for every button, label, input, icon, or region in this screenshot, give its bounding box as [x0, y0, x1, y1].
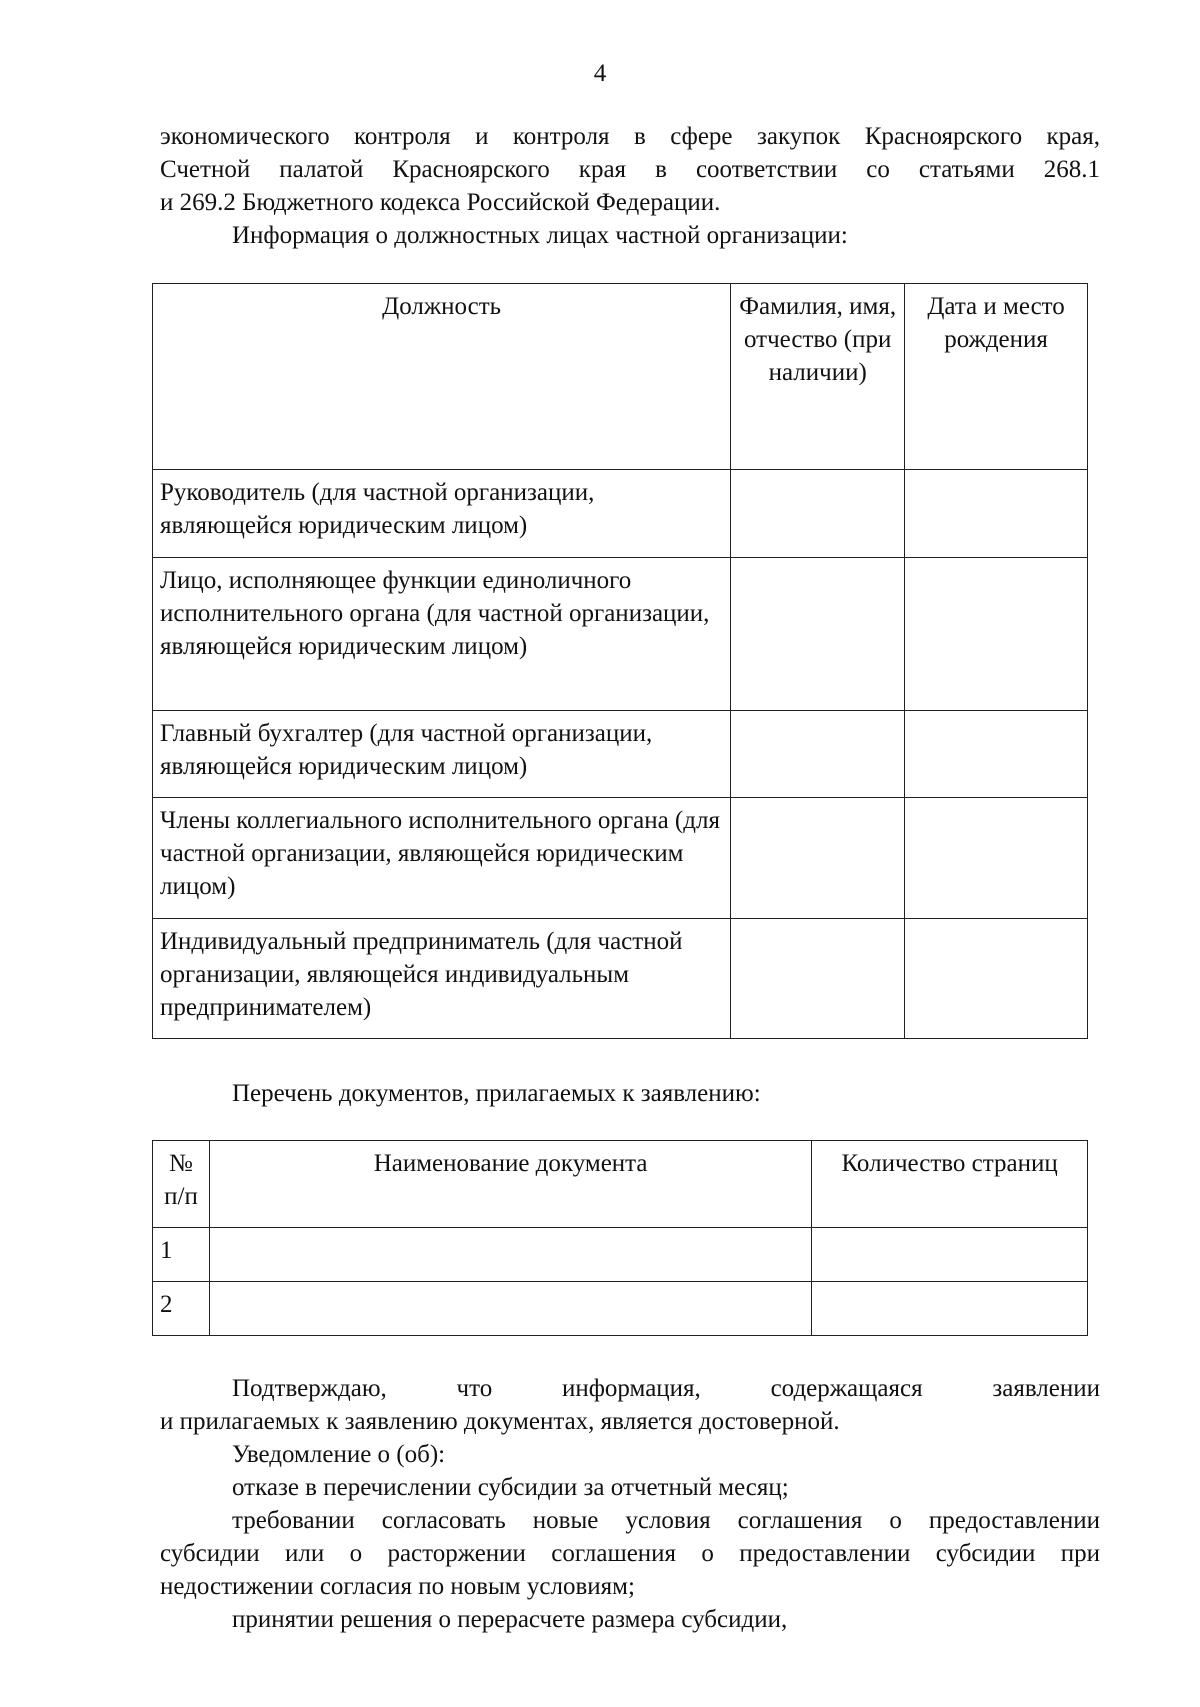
table-header-row — [153, 1141, 1088, 1228]
birth-cell[interactable] — [905, 558, 1088, 711]
position-cell: Главный бухгалтер (для частной организации, являющейся юридическим лицом) — [153, 711, 731, 798]
table-row — [153, 1228, 1088, 1282]
table-row — [153, 470, 1088, 558]
notice-item: принятии решения о перерасчете размера субсидии, — [232, 1606, 788, 1633]
intro-line: экономического контроля и контроля в сфере закупок Красноярского края, — [160, 123, 1100, 150]
table-row — [153, 711, 1088, 798]
notice-block — [160, 1438, 1100, 1636]
intro-paragraph — [160, 120, 1100, 219]
notice-item: требовании согласовать новые условия соглашения о предоставлении — [232, 1507, 1100, 1534]
document-name-cell[interactable] — [209, 1282, 811, 1336]
header-number: № п/п — [153, 1141, 210, 1228]
docs-heading: Перечень документов, прилагаемых к заявлению: — [232, 1080, 761, 1107]
row-number-cell: 2 — [153, 1282, 210, 1336]
intro-line: Счетной палатой Красноярского края в соответствии со статьями 268.1 — [160, 156, 1100, 183]
confirmation-paragraph — [160, 1372, 1100, 1438]
officials-heading-block — [160, 219, 1100, 252]
header-position: Должность — [153, 284, 731, 470]
table-row — [153, 798, 1088, 919]
position-cell: Руководитель (для частной организации, являющейся юридическим лицом) — [153, 470, 731, 558]
page-count-cell[interactable] — [812, 1282, 1088, 1336]
row-number-cell: 1 — [153, 1228, 210, 1282]
officials-heading: Информация о должностных лицах частной организации: — [232, 222, 848, 249]
header-document-name: Наименование документа — [209, 1141, 811, 1228]
document-name-cell[interactable] — [209, 1228, 811, 1282]
page-count-cell[interactable] — [812, 1228, 1088, 1282]
birth-cell[interactable] — [905, 798, 1088, 919]
table-row — [153, 1282, 1088, 1336]
intro-line: и 269.2 Бюджетного кодекса Российской Федерации. — [160, 189, 721, 216]
full-name-cell[interactable] — [731, 711, 905, 798]
header-full-name: Фамилия, имя, отчество (при наличии) — [731, 284, 905, 470]
confirm-line: и прилагаемых к заявлению документах, является достоверной. — [160, 1408, 840, 1435]
table-row — [153, 919, 1088, 1039]
header-birth-date-place: Дата и место рождения — [905, 284, 1088, 470]
table-row — [153, 558, 1088, 711]
birth-cell[interactable] — [905, 711, 1088, 798]
position-cell: Индивидуальный предприниматель (для частной организации, являющейся индивидуальным предпринимателем) — [153, 919, 731, 1039]
full-name-cell[interactable] — [731, 919, 905, 1039]
birth-cell[interactable] — [905, 470, 1088, 558]
documents-table — [152, 1140, 1088, 1336]
notice-label: Уведомление о (об): — [232, 1441, 446, 1468]
notice-item: отказе в перечислении субсидии за отчетный месяц; — [232, 1474, 789, 1501]
officials-table — [152, 283, 1088, 1039]
header-page-count: Количество страниц — [812, 1141, 1088, 1228]
confirm-line: Подтверждаю, что информация, содержащаяся заявлении — [232, 1375, 1100, 1402]
docs-heading-block — [160, 1077, 1100, 1110]
notice-item-cont: субсидии или о расторжении соглашения о предоставлении субсидии при — [160, 1540, 1100, 1567]
birth-cell[interactable] — [905, 919, 1088, 1039]
full-name-cell[interactable] — [731, 470, 905, 558]
position-cell: Члены коллегиального исполнительного органа (для частной организации, являющейся юридическим лицом) — [153, 798, 731, 919]
page-number: 4 — [593, 60, 607, 87]
full-name-cell[interactable] — [731, 558, 905, 711]
position-cell: Лицо, исполняющее функции единоличного исполнительного органа (для частной организации, являющейся юридическим лицом) — [153, 558, 731, 711]
full-name-cell[interactable] — [731, 798, 905, 919]
table-header-row — [153, 284, 1088, 470]
notice-item-cont: недостижении согласия по новым условиям; — [160, 1573, 635, 1600]
